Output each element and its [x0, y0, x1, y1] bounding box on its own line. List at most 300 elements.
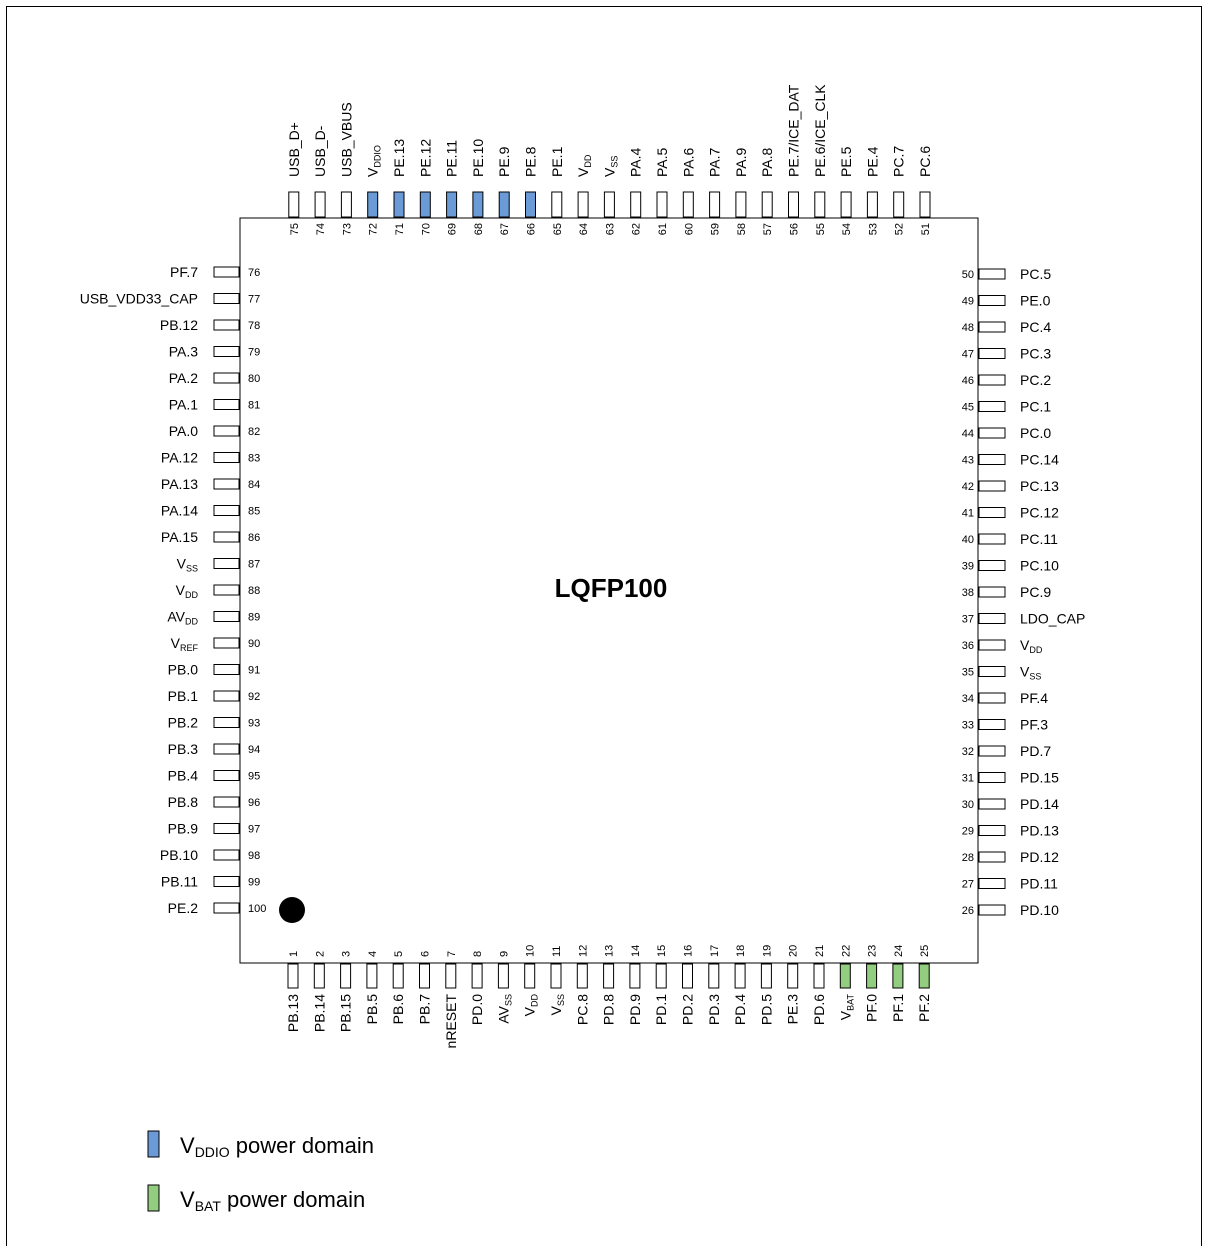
pin-label-100: PE.2 — [167, 900, 198, 916]
pin-label-83: PA.12 — [160, 449, 198, 466]
pin-45 — [979, 402, 1005, 412]
pin-label-27: PD.11 — [1020, 875, 1058, 892]
pin-16 — [683, 964, 693, 988]
pin-label-9: $AV_{SS}$ — [495, 994, 514, 1024]
pin-label-36: $V_{DD}$ — [1020, 637, 1043, 655]
pin-label-37: LDO_CAP — [1020, 610, 1086, 627]
pin-65 — [552, 192, 562, 217]
pin-39 — [979, 561, 1005, 571]
pin-label-84: PA.13 — [160, 476, 198, 492]
pin-number-38: 38 — [961, 587, 974, 599]
pin-number-99: 99 — [248, 876, 261, 889]
pin-number-58: 58 — [735, 223, 748, 236]
pin-number-43: 43 — [961, 454, 974, 467]
pin-label-58: PA.9 — [732, 147, 749, 177]
pin-28 — [979, 852, 1005, 862]
pin-8 — [472, 964, 482, 988]
pin-60 — [683, 192, 693, 217]
pin-label-97: PB.9 — [167, 820, 198, 837]
pin-5 — [393, 964, 403, 988]
pin-92 — [214, 691, 239, 701]
pin-86 — [214, 532, 239, 542]
pin-41 — [979, 508, 1005, 518]
pin-24 — [893, 964, 903, 988]
pin-55 — [815, 192, 825, 217]
pin-46 — [979, 375, 1005, 385]
pin-number-10: 10 — [524, 944, 537, 957]
pin-label-54: PE.5 — [838, 146, 855, 177]
pin-72 — [368, 192, 378, 217]
pin-number-13: 13 — [603, 944, 616, 957]
pin-number-34: 34 — [961, 693, 974, 705]
pin-label-96: PB.8 — [167, 794, 198, 810]
pin-49 — [979, 296, 1005, 306]
pin-label-68: PE.10 — [469, 138, 486, 177]
pin-59 — [710, 192, 720, 217]
pin-label-79: PA.3 — [168, 343, 198, 360]
pin-label-6: PB.7 — [416, 994, 433, 1025]
pin-number-60: 60 — [683, 223, 696, 236]
pin-94 — [214, 744, 239, 754]
pin-53 — [867, 192, 877, 217]
pin-17 — [709, 964, 719, 988]
pin-label-76: PF.7 — [169, 264, 198, 280]
pin-number-70: 70 — [420, 223, 433, 236]
pin-label-43: PC.14 — [1020, 451, 1059, 468]
pin-label-35: $V_{SS}$ — [1020, 663, 1042, 682]
pin-label-8: PD.0 — [469, 994, 486, 1026]
pin-number-20: 20 — [787, 944, 800, 957]
pin-label-91: PB.0 — [167, 661, 198, 678]
pin-label-93: PB.2 — [167, 714, 198, 731]
pin-52 — [894, 192, 904, 217]
pin-12 — [577, 964, 587, 988]
pin-number-4: 4 — [366, 950, 379, 957]
pin-number-53: 53 — [867, 223, 880, 236]
pin-label-77: USB_VDD33_CAP — [79, 290, 198, 307]
pin-22 — [840, 964, 850, 988]
pin-50 — [979, 269, 1005, 279]
pin-label-71: PE.13 — [391, 138, 407, 177]
pin-number-9: 9 — [498, 950, 511, 957]
pin-label-88: $V_{DD}$ — [175, 582, 198, 600]
pin-label-55: PE.6/ICE_CLK — [811, 84, 828, 177]
pin-25 — [919, 964, 929, 988]
pin-number-21: 21 — [814, 944, 826, 957]
pin-number-18: 18 — [735, 944, 748, 957]
pin-2 — [314, 964, 324, 988]
pin-label-56: PE.7/ICE_DAT — [785, 84, 802, 177]
pin-label-23: PF.0 — [863, 994, 880, 1023]
pin-number-44: 44 — [961, 428, 974, 440]
pin-number-30: 30 — [961, 799, 974, 811]
pin-number-19: 19 — [761, 944, 774, 957]
pin-30 — [979, 799, 1005, 809]
pin-number-81: 81 — [248, 399, 261, 412]
pin-label-98: PB.10 — [159, 847, 198, 863]
pin-number-91: 91 — [248, 664, 261, 677]
pin-number-48: 48 — [961, 322, 974, 334]
pin-number-76: 76 — [248, 267, 261, 279]
pin-1 — [288, 964, 298, 988]
pin-number-89: 89 — [248, 611, 261, 624]
pin-number-95: 95 — [248, 770, 261, 783]
pin-number-86: 86 — [248, 532, 261, 544]
pin-label-2: PB.14 — [311, 994, 328, 1033]
pin-number-63: 63 — [604, 223, 617, 236]
pin-29 — [979, 826, 1005, 836]
pin-number-42: 42 — [961, 481, 974, 493]
pin-label-28: PD.12 — [1020, 849, 1059, 865]
pin-number-36: 36 — [961, 640, 974, 652]
pin-label-26: PD.10 — [1020, 902, 1059, 918]
pin-23 — [867, 964, 877, 988]
pin-label-11: $V_{SS}$ — [548, 994, 566, 1016]
pin-label-51: PC.6 — [917, 145, 933, 177]
pin-number-17: 17 — [708, 944, 721, 957]
pin-label-44: PC.0 — [1020, 425, 1052, 441]
pin-89 — [214, 612, 239, 622]
pin-number-50: 50 — [961, 269, 974, 281]
pin-label-53: PE.4 — [864, 146, 881, 177]
pin-58 — [736, 192, 746, 217]
pin-93 — [214, 718, 239, 728]
pin-label-65: PE.1 — [548, 146, 565, 177]
pin-95 — [214, 771, 239, 781]
pin-number-5: 5 — [393, 950, 406, 957]
pin-76 — [214, 267, 239, 277]
pin-number-100: 100 — [248, 903, 267, 915]
pin-98 — [214, 850, 239, 860]
pin-number-74: 74 — [315, 223, 328, 236]
pin-label-89: $AV_{DD}$ — [167, 608, 198, 627]
pin-34 — [979, 693, 1005, 703]
pin-87 — [214, 559, 239, 569]
pin-label-32: PD.7 — [1020, 743, 1052, 759]
pin-42 — [979, 481, 1005, 491]
pin-96 — [214, 797, 239, 807]
pin-number-98: 98 — [248, 850, 261, 862]
pin-number-93: 93 — [248, 717, 261, 730]
pin-label-90: $V_{REF}$ — [170, 635, 198, 653]
pin-82 — [214, 426, 239, 436]
pin-label-15: PD.1 — [653, 994, 670, 1026]
pin-number-54: 54 — [841, 223, 854, 236]
pin-75 — [289, 192, 299, 217]
pin-number-61: 61 — [657, 223, 669, 236]
pin-11 — [551, 964, 561, 988]
pin1-marker-dot — [279, 897, 305, 923]
pin-number-88: 88 — [248, 585, 261, 597]
pin-number-68: 68 — [472, 223, 485, 236]
pin-77 — [214, 294, 239, 304]
pin-label-87: $V_{SS}$ — [176, 555, 198, 574]
pin-38 — [979, 587, 1005, 597]
pin-number-80: 80 — [248, 373, 261, 385]
pin-label-99: PB.11 — [160, 873, 198, 890]
pin-61 — [657, 192, 667, 217]
pin-number-15: 15 — [656, 944, 669, 957]
pin-label-5: PB.6 — [390, 994, 407, 1025]
pin-number-83: 83 — [248, 452, 261, 465]
pin-label-94: PB.3 — [167, 741, 198, 757]
pin-3 — [341, 964, 351, 988]
pin-number-40: 40 — [961, 534, 974, 546]
pin-31 — [979, 773, 1005, 783]
pin-97 — [214, 824, 239, 834]
pin-74 — [315, 192, 325, 217]
pin-number-46: 46 — [961, 375, 974, 387]
pin-7 — [446, 964, 456, 988]
pin-number-14: 14 — [629, 944, 642, 957]
pin-label-17: PD.3 — [705, 994, 722, 1026]
pin-number-92: 92 — [248, 691, 261, 703]
pin-label-66: PE.8 — [522, 146, 539, 177]
pin-47 — [979, 349, 1005, 359]
pin-number-22: 22 — [840, 944, 853, 957]
pin-label-85: PA.14 — [160, 502, 198, 519]
pin-label-82: PA.0 — [168, 423, 198, 439]
pin-label-38: PC.9 — [1020, 584, 1052, 600]
pin-48 — [979, 322, 1005, 332]
pin-label-69: PE.11 — [443, 139, 460, 177]
pin-40 — [979, 534, 1005, 544]
pin-number-67: 67 — [499, 223, 512, 236]
pin-number-78: 78 — [248, 320, 261, 332]
pin-label-10: $V_{DD}$ — [521, 994, 540, 1017]
pin-number-85: 85 — [248, 505, 261, 518]
pin-number-3: 3 — [340, 950, 353, 957]
pin-number-27: 27 — [961, 878, 974, 891]
pin-64 — [578, 192, 588, 217]
pin-36 — [979, 640, 1005, 650]
pin-number-28: 28 — [961, 852, 974, 864]
pin-label-95: PB.4 — [167, 767, 198, 784]
pin-label-60: PA.6 — [680, 147, 697, 177]
pin-label-57: PA.8 — [759, 147, 776, 177]
legend-label-vbat: VBAT power domain — [180, 1187, 366, 1214]
pin-number-1: 1 — [288, 950, 300, 957]
pin-label-42: PC.13 — [1020, 478, 1059, 494]
pin-label-24: PF.1 — [889, 994, 906, 1023]
pin-label-50: PC.5 — [1020, 266, 1052, 282]
pin-32 — [979, 746, 1005, 756]
pin-number-87: 87 — [248, 558, 261, 571]
pin-69 — [447, 192, 457, 217]
pin-4 — [367, 964, 377, 988]
pin-label-19: PD.5 — [758, 994, 775, 1026]
pin-label-48: PC.4 — [1020, 319, 1052, 335]
pin-label-75: USB_D+ — [285, 122, 302, 177]
pin-10 — [525, 964, 535, 988]
pin-number-8: 8 — [472, 950, 485, 957]
legend-label-vddio: VDDIO power domain — [180, 1133, 374, 1160]
legend-swatch-vbat — [148, 1185, 159, 1211]
pin-label-70: PE.12 — [417, 138, 434, 177]
pin-label-34: PF.4 — [1020, 690, 1049, 706]
pin-88 — [214, 585, 239, 595]
pin-label-81: PA.1 — [168, 396, 198, 413]
pin-35 — [979, 667, 1005, 677]
pin-number-75: 75 — [288, 223, 301, 236]
pin-6 — [420, 964, 430, 988]
pin-label-67: PE.9 — [496, 146, 513, 177]
pin-number-71: 71 — [394, 223, 406, 236]
pin-label-52: PC.7 — [890, 145, 907, 177]
pin-number-29: 29 — [961, 825, 974, 838]
pin-56 — [789, 192, 799, 217]
pin-number-96: 96 — [248, 797, 261, 809]
pin-number-47: 47 — [961, 348, 974, 361]
pin-81 — [214, 400, 239, 410]
pin-label-49: PE.0 — [1020, 292, 1051, 309]
pin-number-2: 2 — [314, 950, 327, 957]
pin-number-39: 39 — [961, 560, 974, 573]
pin-label-20: PE.3 — [784, 994, 801, 1025]
pin-number-25: 25 — [919, 944, 932, 957]
pin-78 — [214, 320, 239, 330]
pin-9 — [498, 964, 508, 988]
pin-label-40: PC.11 — [1020, 531, 1058, 547]
pin-number-59: 59 — [709, 223, 722, 236]
pin-44 — [979, 428, 1005, 438]
pin-number-66: 66 — [525, 223, 538, 236]
pin-label-33: PF.3 — [1020, 716, 1049, 733]
pin-number-90: 90 — [248, 638, 261, 650]
pin-54 — [841, 192, 851, 217]
pin-33 — [979, 720, 1005, 730]
package-title: LQFP100 — [554, 573, 668, 603]
pin-number-69: 69 — [446, 223, 459, 236]
pin-number-49: 49 — [961, 295, 974, 308]
pin-label-78: PB.12 — [159, 317, 198, 333]
pin-number-51: 51 — [920, 223, 932, 236]
pin-63 — [604, 192, 614, 217]
pin-number-82: 82 — [248, 426, 261, 438]
pin-label-39: PC.10 — [1020, 557, 1059, 574]
pin-26 — [979, 905, 1005, 915]
pin-label-25: PF.2 — [916, 994, 933, 1023]
pin-number-72: 72 — [367, 223, 380, 236]
pin-label-29: PD.13 — [1020, 822, 1059, 839]
pin-90 — [214, 638, 239, 648]
pin-number-35: 35 — [961, 666, 974, 679]
pin-84 — [214, 479, 239, 489]
pin-68 — [473, 192, 483, 217]
pin-number-84: 84 — [248, 479, 261, 491]
pin-label-80: PA.2 — [168, 370, 198, 386]
pin-label-59: PA.7 — [706, 147, 723, 177]
pin-number-57: 57 — [762, 223, 775, 236]
pin-20 — [788, 964, 798, 988]
pin-label-16: PD.2 — [679, 994, 696, 1026]
pin-label-62: PA.4 — [627, 147, 644, 177]
pin-label-14: PD.9 — [626, 994, 643, 1026]
pin-label-41: PC.12 — [1020, 504, 1059, 521]
pin-number-37: 37 — [961, 613, 974, 626]
pin-57 — [762, 192, 772, 217]
pin-label-22: $V_{BAT}$ — [837, 994, 856, 1021]
pin-51 — [920, 192, 930, 217]
pin-number-79: 79 — [248, 346, 261, 359]
pin-number-94: 94 — [248, 744, 261, 756]
pin-18 — [735, 964, 745, 988]
legend-swatch-vddio — [148, 1131, 159, 1157]
pin-66 — [526, 192, 536, 217]
pin-label-74: USB_D- — [312, 125, 329, 177]
pin-label-13: PD.8 — [600, 994, 617, 1026]
pin-number-23: 23 — [866, 944, 879, 957]
pin-number-73: 73 — [341, 223, 354, 236]
pin-number-45: 45 — [961, 401, 974, 414]
pin-label-30: PD.14 — [1020, 796, 1059, 812]
pin-label-63: $V_{SS}$ — [601, 155, 620, 177]
pin-13 — [604, 964, 614, 988]
pin-label-21: PD.6 — [811, 994, 827, 1026]
pin-number-32: 32 — [961, 746, 974, 758]
pin-label-4: PB.5 — [363, 994, 380, 1025]
pin-label-86: PA.15 — [160, 529, 198, 545]
pin-number-52: 52 — [893, 223, 906, 236]
pin-number-16: 16 — [682, 944, 695, 957]
pin-label-45: PC.1 — [1020, 398, 1052, 415]
pin-91 — [214, 665, 239, 675]
pin-number-62: 62 — [630, 223, 643, 236]
pin-73 — [341, 192, 351, 217]
pin-number-55: 55 — [814, 223, 827, 236]
pin-number-26: 26 — [961, 905, 974, 917]
pin-number-97: 97 — [248, 823, 261, 836]
pin-37 — [979, 614, 1005, 624]
pin-label-31: PD.15 — [1020, 769, 1059, 786]
pin-label-64: $V_{DD}$ — [575, 154, 594, 177]
pin-number-64: 64 — [578, 223, 591, 236]
pin-85 — [214, 506, 239, 516]
pin-label-3: PB.15 — [337, 994, 354, 1033]
pin-15 — [656, 964, 666, 988]
pin-100 — [214, 903, 239, 913]
pin-label-61: PA.5 — [654, 147, 670, 177]
pin-19 — [761, 964, 771, 988]
pin-70 — [420, 192, 430, 217]
pin-21 — [814, 964, 824, 988]
pin-number-41: 41 — [961, 507, 974, 520]
pin-14 — [630, 964, 640, 988]
pin-number-56: 56 — [788, 223, 801, 236]
pin-43 — [979, 455, 1005, 465]
pin-number-6: 6 — [419, 950, 432, 957]
pin-number-33: 33 — [961, 719, 974, 732]
pin-label-46: PC.2 — [1020, 372, 1052, 388]
pin-80 — [214, 373, 239, 383]
pin-99 — [214, 877, 239, 887]
pin-number-11: 11 — [551, 945, 563, 957]
pin-label-1: PB.13 — [285, 994, 301, 1033]
pin-number-12: 12 — [577, 944, 590, 957]
pin-number-65: 65 — [551, 223, 564, 236]
pin-number-31: 31 — [961, 772, 974, 785]
pin-label-92: PB.1 — [167, 688, 198, 704]
pin-71 — [394, 192, 404, 217]
pin-number-77: 77 — [248, 293, 261, 306]
pin-label-12: PC.8 — [574, 994, 591, 1026]
pin-83 — [214, 453, 239, 463]
pin-79 — [214, 347, 239, 357]
pin-number-24: 24 — [892, 944, 905, 957]
pin-27 — [979, 879, 1005, 889]
pin-label-7: nRESET — [442, 994, 459, 1049]
pin-67 — [499, 192, 509, 217]
